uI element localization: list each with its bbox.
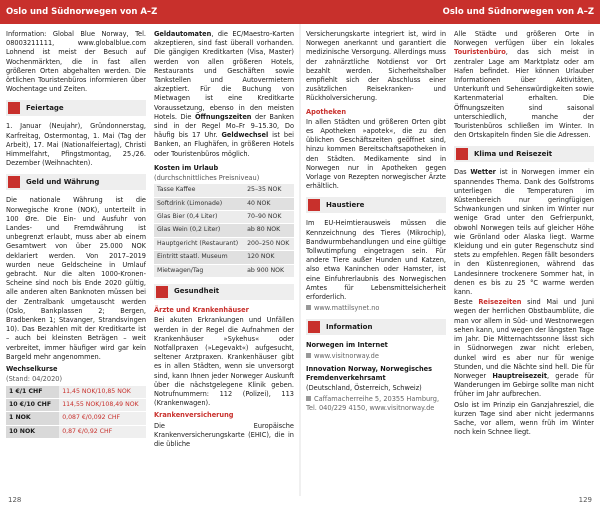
info-link[interactable]: www.visitnorway.de [314,351,379,360]
table-row [6,398,146,411]
text-run: Das [454,168,471,177]
bold-term: Touristenbüro [454,48,506,57]
innovation-norway-title: Innovation Norway, Norwegisches Fremdenverkehrsamt [306,364,433,383]
section-title: Geld und Währung [26,177,100,186]
apotheken-text: In allen Städten und größeren Orten gibt es Apotheken »apotek«, die zu den üblichen Geschäftszeiten geöffnet sind, hinzu kommen Bereitschaftsapotheken in den Städten. Medikamente sind in Norwegen nur in Apotheken gegen Vorlage von Rezepten norwegischer Ärzte erhältlich. [306,117,446,191]
table-row [154,224,294,237]
text-run: , das sich meist in zentraler Lage am Marktplatz oder am Hafen befindet. Hier können Urlauber Informationen über Aktivitäten, Unterkunft und Sehenswürdigkeiten sowie Kartenmaterial erhalten. Die Öffnungszeiten sind saisonal unterschiedlich, manche der Touristenbüros schließen im Winter. In den Ortskapiteln finden Sie die Adressen. [454,48,594,140]
table-row [6,386,146,399]
table-row [154,184,294,197]
rate-value: 0,087 €/0,092 CHF [59,412,146,425]
cost-item: Glas Wein (0,2 Liter) [154,224,244,237]
bold-term: Geldwechsel [221,131,269,140]
haustiere-info [306,304,446,313]
cost-item: Mietwagen/Tag [154,264,244,277]
text-run: ist in Norwegen immer ein spannendes Thema. Dank des Golfstroms unterliegen die Temperaturen im Küstenbereich nur geringfügigen Schwankungen und sinken im Winter nur wenige Grad unter den Gefrierpunkt, obwohl Norwegen teils auf gleicher Höhe wie Grönland oder Alaska liegt. Warme Kleidung und ein guter Regenschutz sind stets zu empfehlen. Regen fällt besonders in den Küstenregionen, während das Landesinnere trockenere Sommer hat, in denen es bis zu 25 °C warme werden kann. [454,168,595,297]
versicherung-text: Versicherungskarte integriert ist, wird in Norwegen anerkannt und garantiert die medizinische Versorgung. Allerdings muss der zahnärztliche Notdienst vor Ort bezahlt werden. Sicherheitshalber empfiehlt sich der Abschluss einer zusätzlichen Reisekranken- und Rückholversicherung. [306,30,446,103]
section-title: Haustiere [326,200,365,209]
kosten-title: Kosten im Urlaub [154,163,219,172]
kv-title: Krankenversicherung [154,411,234,420]
rate-value: 11,45 NOK/10,85 NOK [59,386,146,399]
section-title: Information [326,322,373,331]
haustiere-text: Im EU-Heimtierausweis müssen die Kennzeichnung des Tieres (Mikrochip), Bandwurmbehandlungen und eine gültige Tollwutimpfung eingetragen sein. Für andere Tiere außer Hunden und Katzen, also etwa Kaninchen oder Hamster, ist eine Einfuhrerlaubnis des Norwegischen Amtes für Lebensmittelsicherheit erforderlich. [306,219,446,302]
column-1 [6,30,146,439]
section-klima [454,146,594,162]
rate-key: 10 NOK [6,425,59,438]
oslo-ganzjahr-text: Oslo ist im Prinzip ein Ganzjahresziel, die kurzen Tage sind aber nicht jedermanns Sache, vor allem, wenn früh im Winter noch kein Schnee liegt. [454,400,594,437]
table-row [154,237,294,250]
table-row [6,425,146,438]
kv-text: Die Europäische Krankenversicherungskarte (EHIC), die in die übliche [154,421,294,448]
cost-price: 200–250 NOK [244,237,294,250]
bold-term: Öffnungszeiten [194,112,252,121]
running-header-right: Oslo und Südnorwegen von A–Z [300,0,600,24]
table-row [154,264,294,277]
section-information [306,319,446,335]
innovation-norway-addr [306,395,446,413]
cost-item: Glas Bier (0,4 Liter) [154,211,244,224]
cost-price: 70–90 NOK [244,211,294,224]
wechselkurse-title: Wechselkurse [6,365,58,374]
section-title: Gesundheit [174,287,220,296]
cost-item: Hauptgericht (Restaurant) [154,237,244,250]
column-3 [306,30,446,414]
text-run: der Banken sind in der Regel Mo–Fr 9–15.30, Do häufig bis 17 Uhr. [154,112,294,140]
section-haustiere [306,197,446,213]
bold-term: Geldautomaten [154,30,212,38]
innovation-norway-sub: (Deutschland, Österreich, Schweiz) [306,384,422,393]
bold-term: Hauptreisezeit [492,371,547,380]
section-feiertage [6,100,146,116]
aerzte-title: Ärzte und Krankenhäuser [154,306,249,315]
bold-term: Wetter [470,168,496,177]
section-title: Klima und Reisezeit [474,149,553,158]
geldautomaten-paragraph [154,30,294,159]
section-gesundheit [154,284,294,300]
info-square-icon [306,305,311,310]
running-header-left: Oslo und Südnorwegen von A–Z [0,0,300,24]
text-run: , die EC/Maestro-Karten akzeptieren, sind fast überall vorhanden. Die gängigen Kreditkarten (Visa, Master) werden von allen größeren Hotels, Restaurants und Geschäften sowie Tankstellen und Autovermietern akzeptiert. Für die Buchung von Mietwagen ist eine Kreditkarte Voraussetzung, ebenso in den meisten Hotels. Die [154,30,294,121]
cost-price: 40 NOK [244,197,294,210]
geld-text: Die nationale Währung ist die Norwegische Krone (NOK), unterteilt in 100 Øre. Die Ein- und Ausfuhr von Landes- und Fremdwährung ist unbegrenzt erlaubt, muss aber ab einem Gesamtwert von über 25.000 NOK deklariert werden. Von 2017–2019 wurden neue Geldscheine in Umlauf gebracht. Nur die alten 1000-Kronen-Scheine sind noch bis Ende 2020 gültig, alle anderen alten Banknoten müssen bei der Zentralbank umgetauscht werden (Oslo, Bankplassen 2; Bergen, Bradbenken 1; Stavanger, Strandsvingen 10). Das Bezahlen mit der Kreditkarte ist – auch bei kleinsten Beträgen – weit verbreitet, immer häufiger wird gar kein Bargeld mehr angenommen. [6,196,146,361]
cost-price: 25–35 NOK [244,184,294,197]
wechselkurse-table [6,386,146,440]
cost-price: 120 NOK [244,251,294,264]
info-square-icon [306,396,311,401]
address-text: Caffamacherreihe 5, 20355 Hamburg, Tel. 040/229 4150, www.visitnorway.de [306,394,440,412]
red-square-marker-icon [156,286,168,298]
rate-key: 1 €/1 CHF [6,386,59,399]
section-title: Feiertage [26,103,64,112]
intro-paragraph: Information: Global Blue Norway, Tel. 08003211111, www.globalblue.com Lohnend ist meist der Besuch auf Wochenmärkten, die in fast allen größeren Orten abgehalten werden. Die örtlichen Touristenbüros informieren über Wochentage und Zeiten. [6,30,146,94]
kosten-subtitle: (durchschnittliches Preisniveau) [154,174,260,183]
red-square-marker-icon [8,102,20,114]
reisezeit-text [454,298,594,399]
text-run: ist bei Banken, an Flughäfen, in größeren Hotels oder Touristenbüros möglich. [154,131,294,158]
rate-key: 1 NOK [6,412,59,425]
table-row [154,251,294,264]
page-number-left: 128 [8,496,22,504]
table-row [6,412,146,425]
feiertage-text: 1. Januar (Neujahr), Gründonnerstag, Karfreitag, Ostermontag, 1. Mai (Tag der Arbeit), 17. Mai (Nationalfeiertag), Christi Himmelfahrt, Pfingstmontag, 25./26. Dezember (Weihnachten). [6,122,146,168]
rate-key: 10 €/10 CHF [6,398,59,411]
text-run: Beste [454,298,479,307]
red-square-marker-icon [308,321,320,333]
klima-text [454,168,594,297]
text-run: Alle Städte und größeren Orte in Norwegen verfügen über ein lokales [454,30,594,48]
cost-item: Eintritt staatl. Museum [154,251,244,264]
cost-item: Tasse Kaffee [154,184,244,197]
aerzte-text: Bei akuten Erkrankungen und Unfällen werden in der Regel die Aufnahmen der Krankenhäuser »Sykehus« oder Notfallpraxen (»Legevakt«) aufgesucht, seltener Arztpraxen. Krankenhäuser gibt es in allen Städten, wenn sie unversorgt sind, kann Ihnen jeder Norweger Auskunft über die nächstgelegene Klinik geben. Notrufnummern: 112 (Polizei), 113 (Krankenwagen). [154,316,294,408]
column-2 [154,30,294,450]
norwegen-internet-link [306,352,446,361]
bold-term: Reisezeiten [478,298,522,307]
text-run: , gerade für Wanderungen im Gebirge sollte man nicht früher im Jahr aufbrechen. [454,371,594,399]
touristenbuero-text [454,30,594,140]
red-square-marker-icon [8,176,20,188]
text-run: sind Mai und Juni wegen der herrlichen Obstbaumblüte, die man vor allem in Süd- und Westnorwegen sehen kann, und wegen der längsten Tage im Jahr. Die Mitternachtssonne lässt sich in Südnorwegen zwar nicht erleben, dunkel wird es aber nur für wenige Stunden, und die Nächte sind hell. Die für Norweger [454,298,594,380]
cost-item: Softdrink (Limonade) [154,197,244,210]
red-square-marker-icon [308,199,320,211]
table-row [154,197,294,210]
rate-value: 0,87 €/0,92 CHF [59,425,146,438]
cost-price: ab 900 NOK [244,264,294,277]
red-square-marker-icon [456,148,468,160]
rate-value: 114,55 NOK/108,49 NOK [59,398,146,411]
table-row [154,211,294,224]
page-gutter [299,24,301,496]
page-number-right: 129 [578,496,592,504]
section-geld [6,174,146,190]
info-square-icon [306,353,311,358]
info-link[interactable]: www.mattilsynet.no [314,304,380,313]
apotheken-title: Apotheken [306,107,347,116]
wechselkurse-stand: (Stand: 04/2020) [6,375,63,384]
kosten-table [154,184,294,278]
cost-price: ab 80 NOK [244,224,294,237]
column-4 [454,30,594,438]
norwegen-internet-title: Norwegen im Internet [306,341,388,350]
